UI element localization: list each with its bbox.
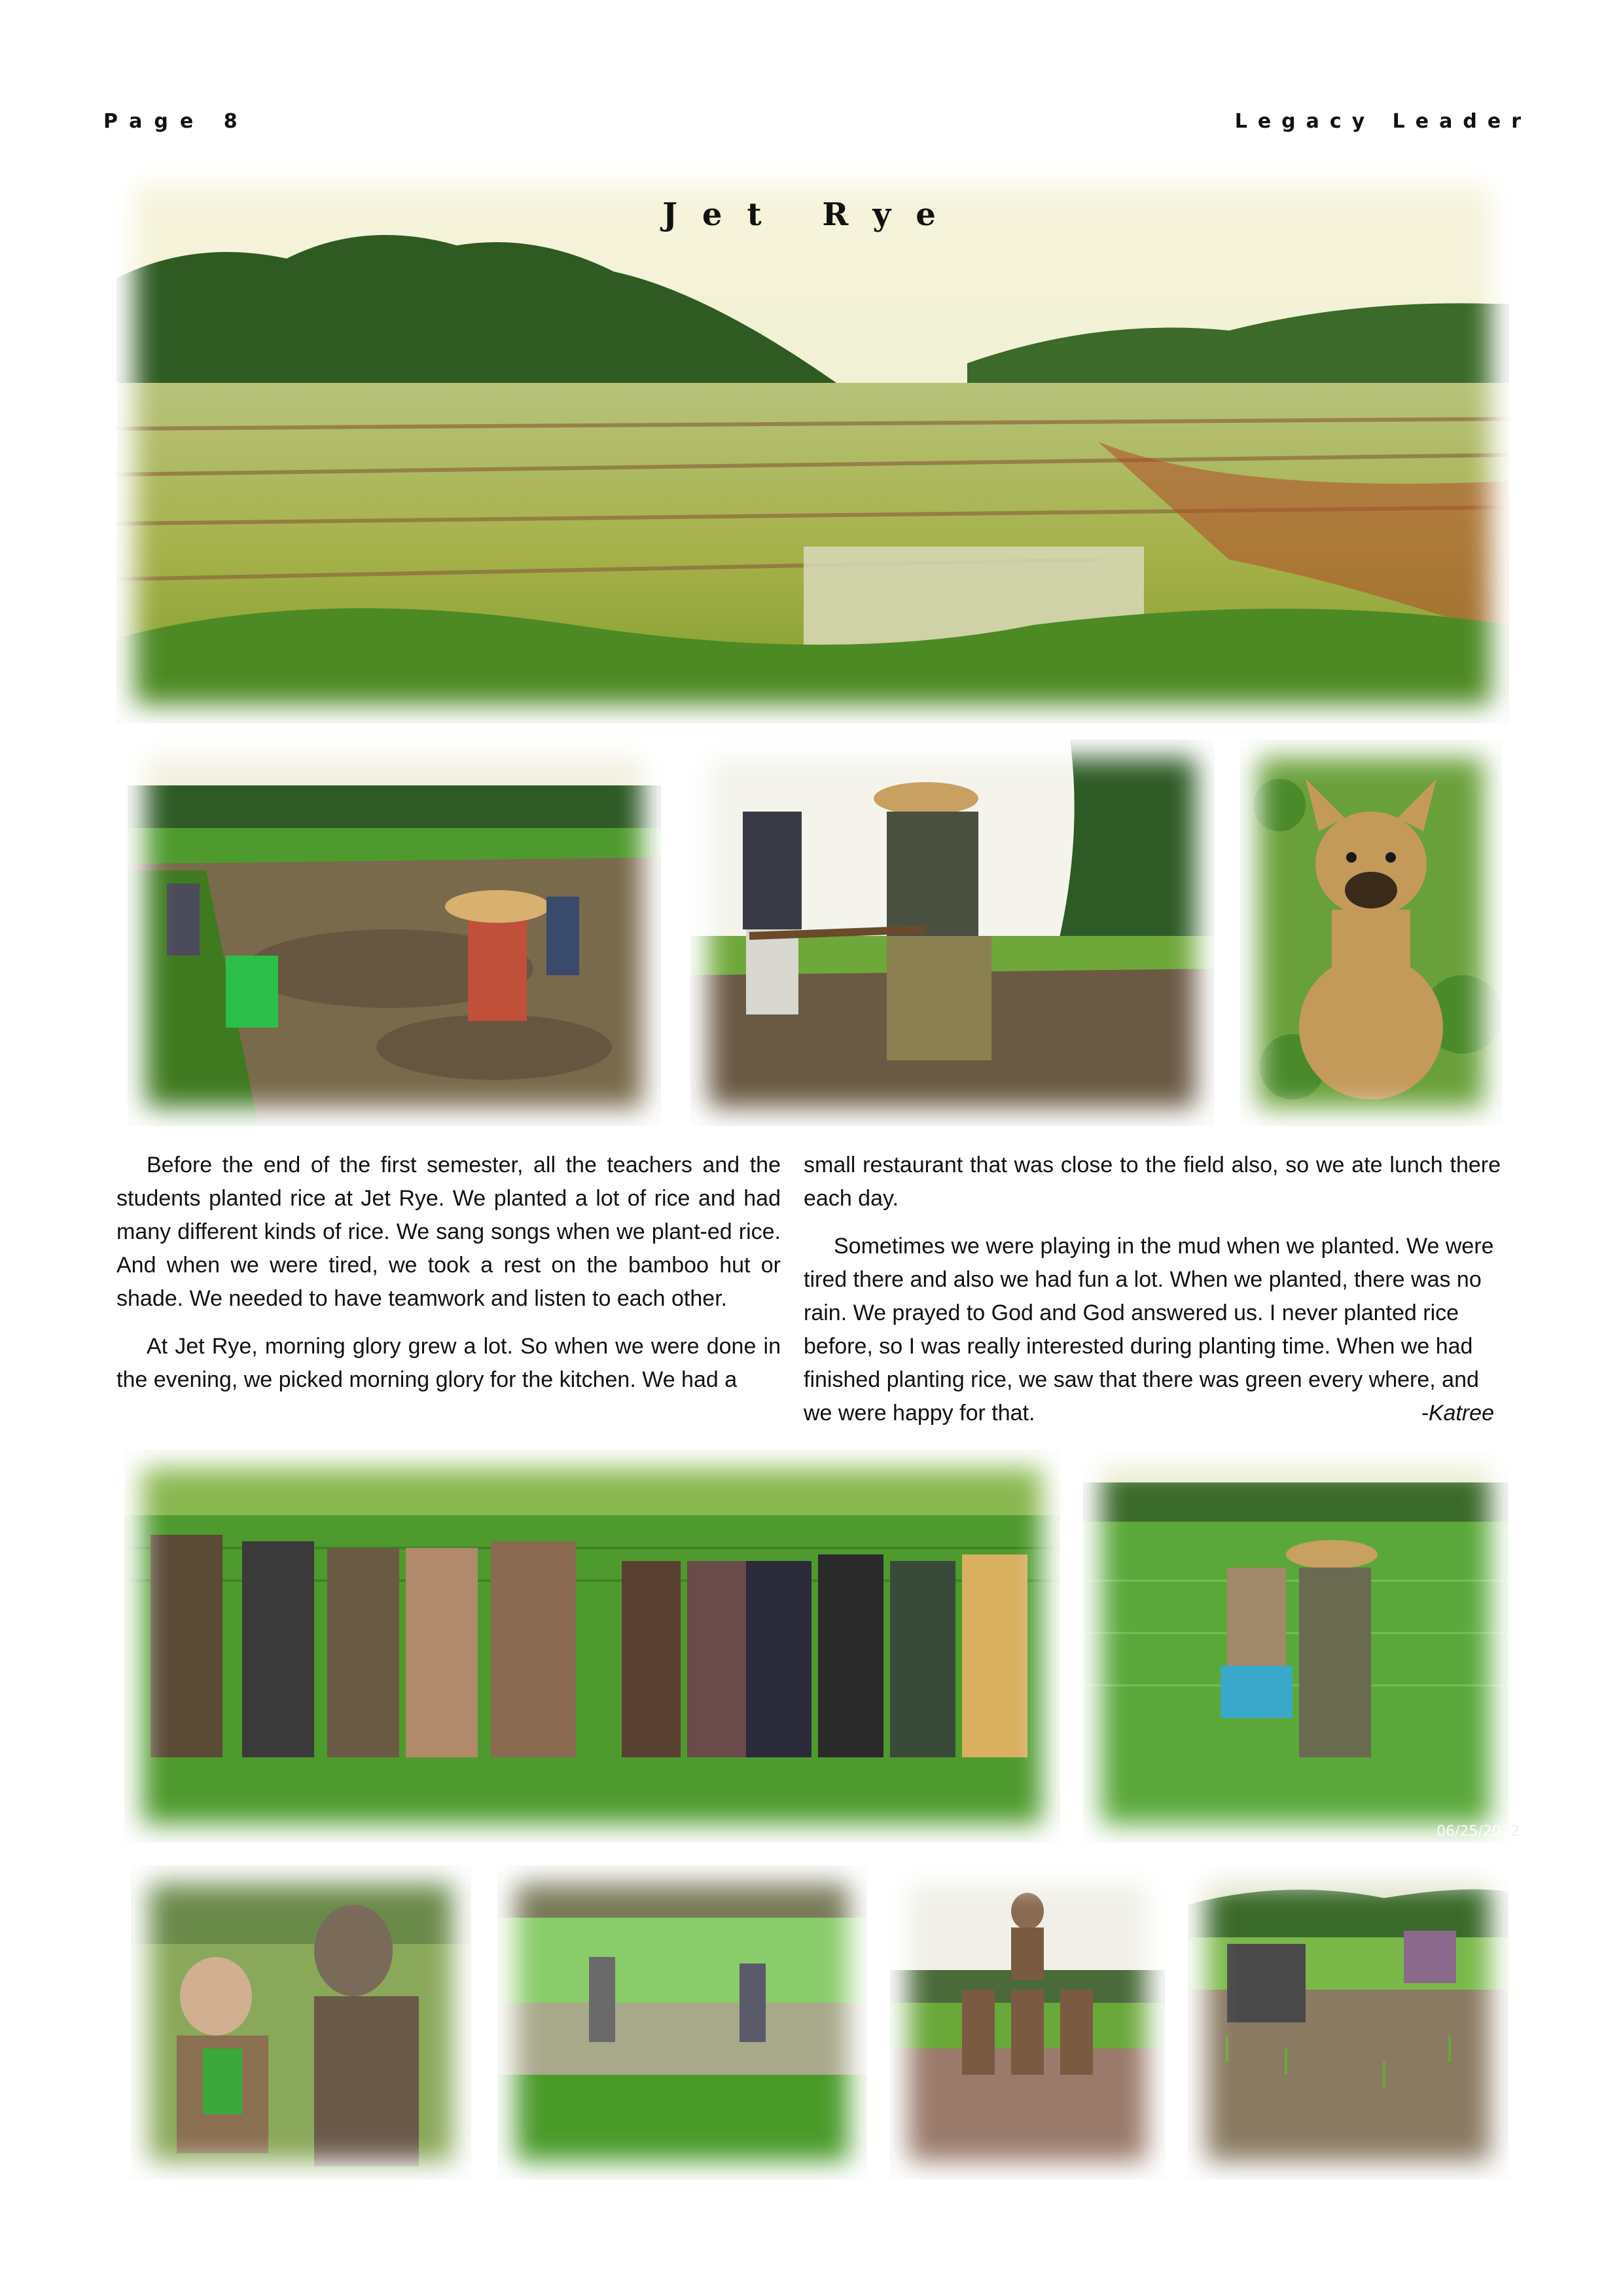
- photo-students-in-mud-field: [128, 740, 661, 1126]
- photo-muddy-faces: [131, 1865, 471, 2179]
- article-paragraph: [804, 1230, 1501, 1430]
- article-paragraph: At Jet Rye, morning glory grew a lot. So when we were done in the evening, we picked morning glory for the kitchen. We had a: [116, 1334, 781, 1392]
- hero-photo-rice-fields: [116, 167, 1509, 723]
- article-title: Jet Rye: [662, 196, 961, 233]
- photo-woman-planting-rice: [1188, 1865, 1508, 2179]
- photo-two-planters-posing: [1083, 1450, 1520, 1842]
- page-number: Page 8: [103, 110, 249, 133]
- photo-group-in-rice-field: [124, 1450, 1060, 1842]
- photo-dog-sitting: [1240, 740, 1502, 1126]
- article-column-1: [116, 1149, 781, 1411]
- article-column-2: [804, 1149, 1501, 1444]
- article-paragraph: Before the end of the first semester, all the teachers and the students planted rice at Jet Rye. We planted a lot of rice and had many different kinds of rice. We sang songs when we plant-ed rice. And when we were tired, we took a rest on the bamboo hut or shade. We needed to have teamwork and listen to each other.: [116, 1153, 781, 1311]
- photo-human-pyramid: [890, 1865, 1165, 2179]
- author-signature: -Katree: [1421, 1401, 1494, 1426]
- article-paragraph-text: Sometimes we were playing in the mud when we planted. We were tired there and also we had fun a lot. When we planted, there was no rain. We prayed to God and God answered us. I never planted rice before, so I was really interested during planting time. When we had finished planting rice, we saw that there was green every where, and we were happy for that.: [804, 1234, 1494, 1426]
- photo-men-with-hoe: [690, 740, 1214, 1126]
- article-paragraph: small restaurant that was close to the field also, so we ate lunch there each day.: [804, 1153, 1501, 1211]
- photo-planters-in-paddy: [497, 1865, 867, 2179]
- publication-title: Legacy Leader: [1234, 110, 1531, 133]
- photo-date-stamp: 06/25/2012: [1436, 1823, 1520, 1840]
